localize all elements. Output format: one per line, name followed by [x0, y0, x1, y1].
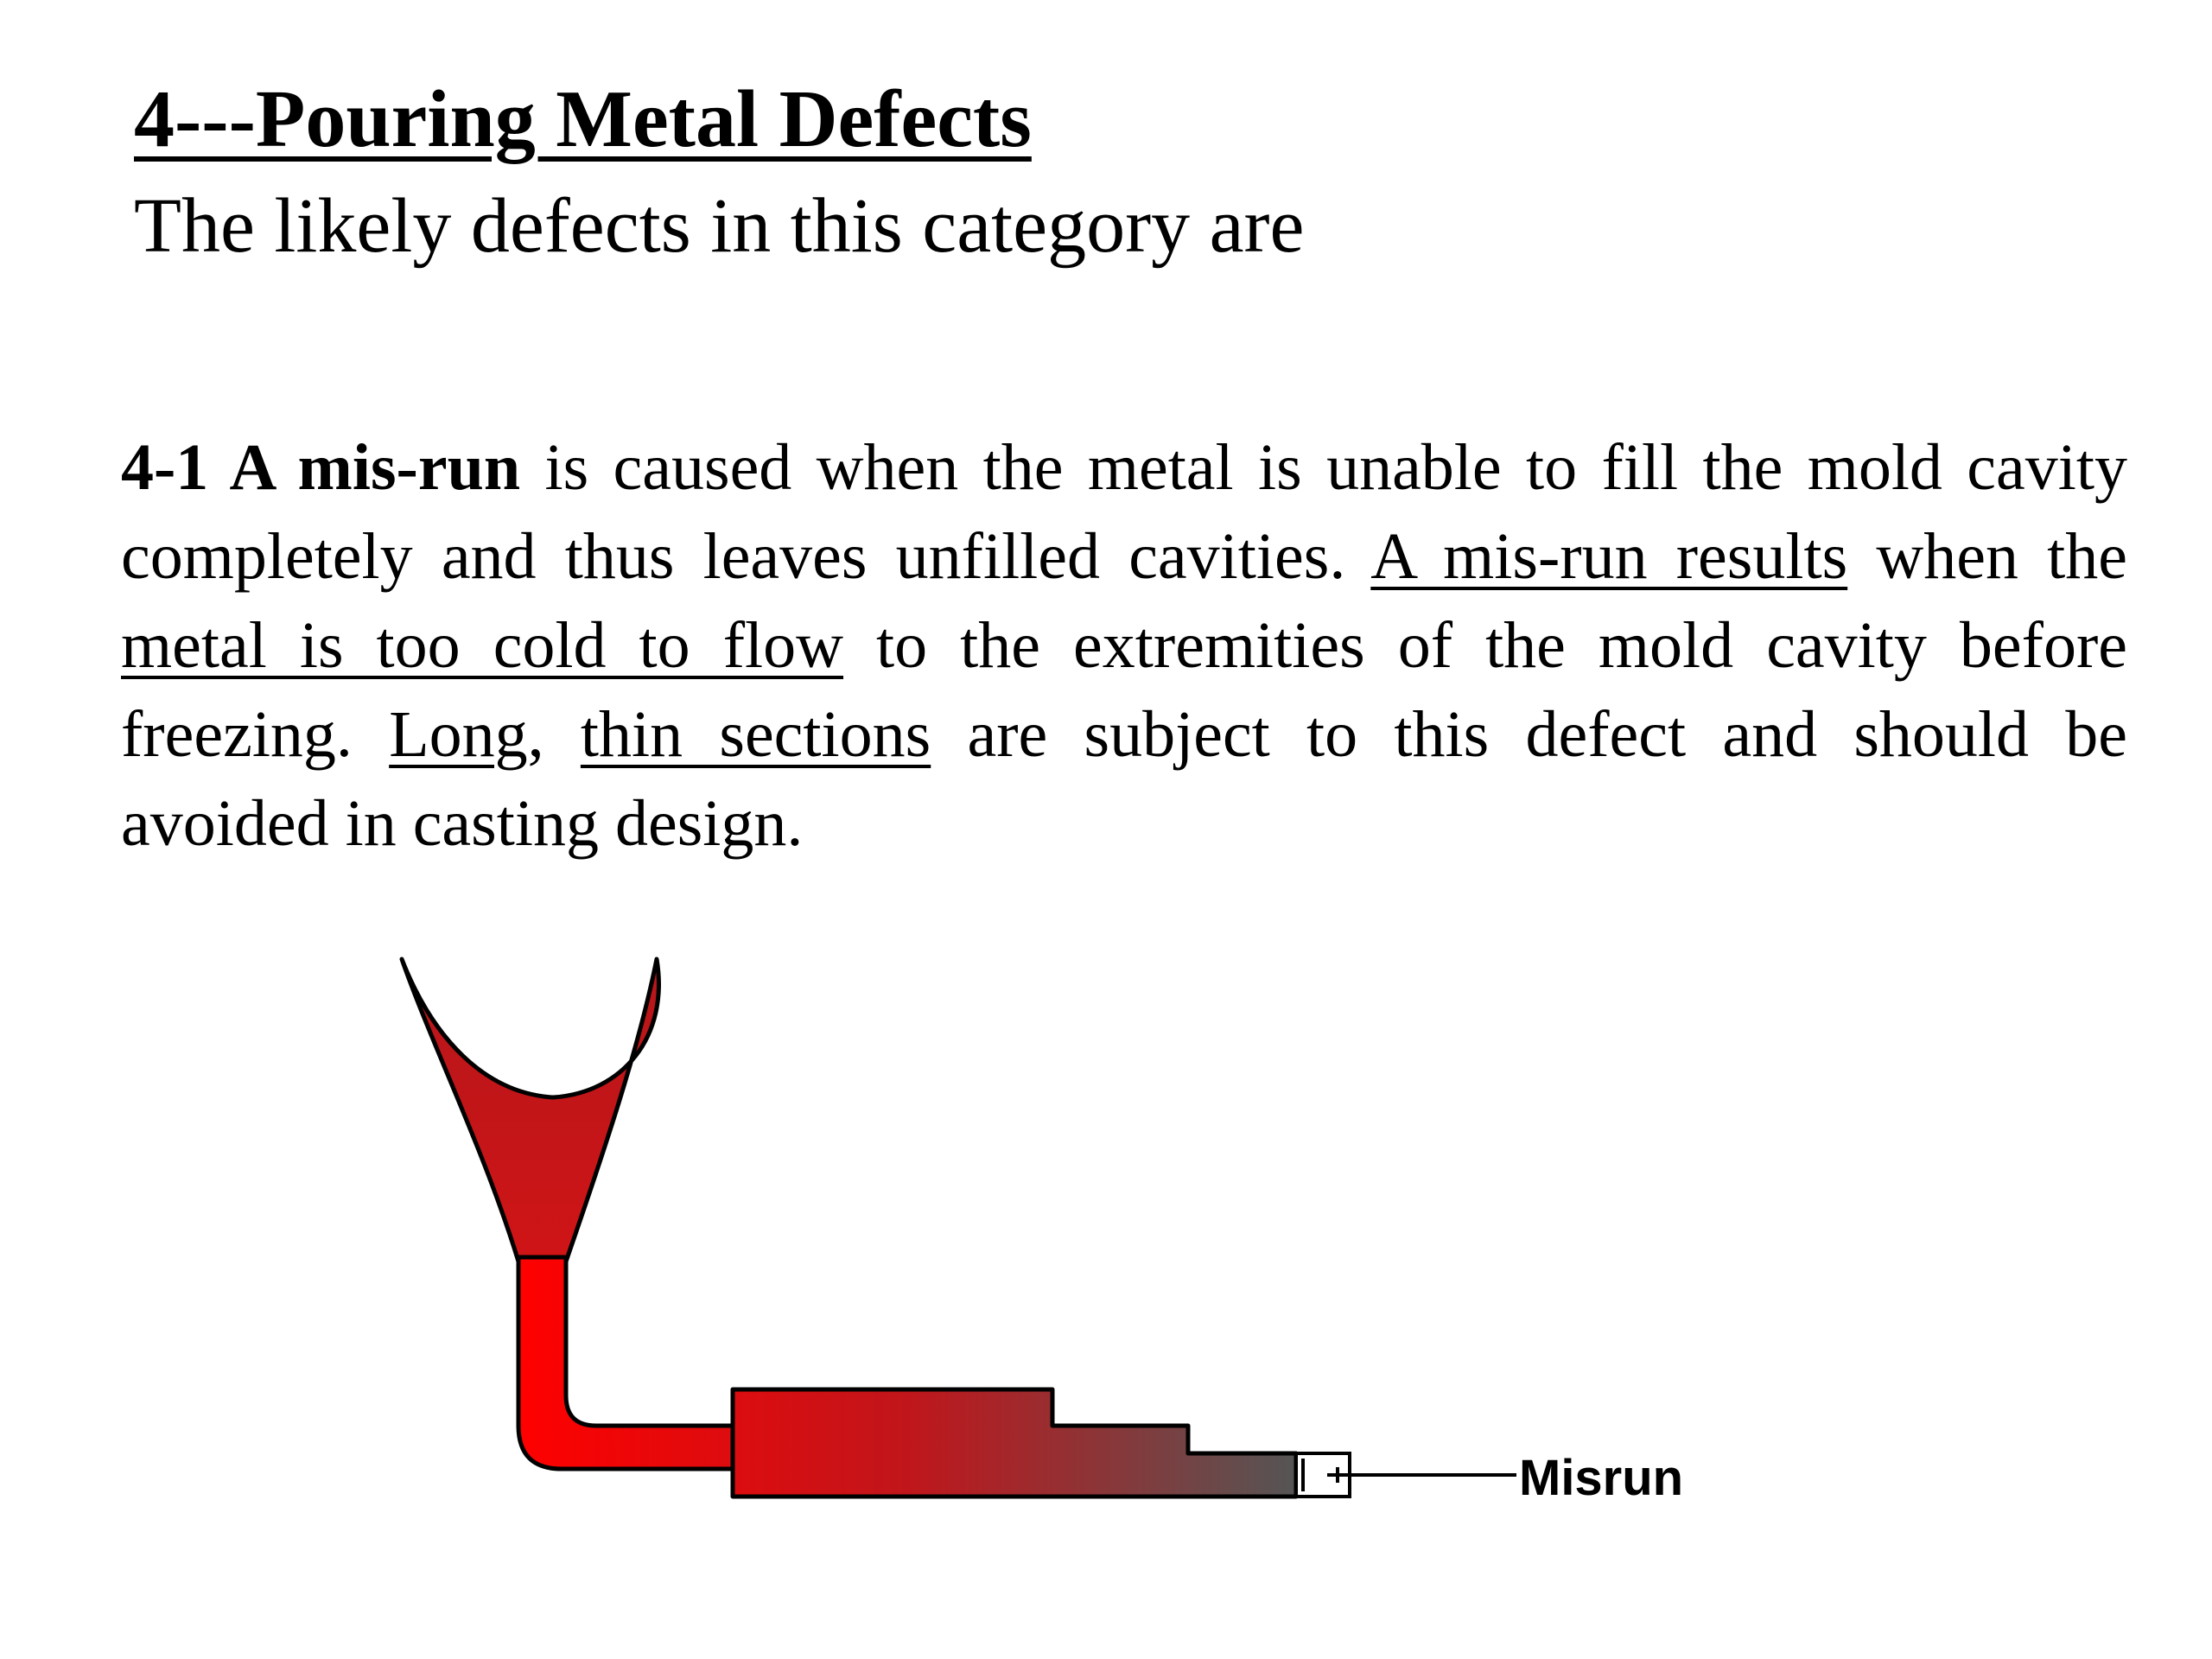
text-segment: is caused when the metal is unable to fill the mold cavity completely and thus leaves unfilled cavities.	[121, 431, 2127, 593]
section-heading-misrun: 4-1 A mis-run	[121, 431, 521, 504]
page-subtitle: The likely defects in this category are	[134, 183, 1305, 269]
underlined-phrase-long: Long	[389, 698, 528, 771]
page-title: 4---Pouring Metal Defects	[134, 74, 1032, 164]
misrun-description	[121, 423, 2127, 868]
misrun-diagram	[0, 925, 2212, 1581]
text-segment: to the extremities of the mold cavity before freezing.	[121, 609, 2127, 771]
underlined-phrase-misrun-results: A mis-run results	[1370, 520, 1848, 593]
text-segment: ,	[527, 698, 581, 771]
misrun-label: Misrun	[1519, 1450, 1684, 1506]
pouring-cup	[402, 959, 658, 1262]
casting-cavity	[733, 1389, 1296, 1497]
sprue-and-runner	[518, 1257, 734, 1469]
text-segment: when the	[1847, 520, 2127, 593]
text-segment: are subject to this defect and should be avoided in casting design.	[121, 698, 2128, 860]
underlined-phrase-thin-sections: thin sections	[580, 698, 931, 771]
underlined-phrase-too-cold: metal is too cold to flow	[121, 609, 844, 682]
